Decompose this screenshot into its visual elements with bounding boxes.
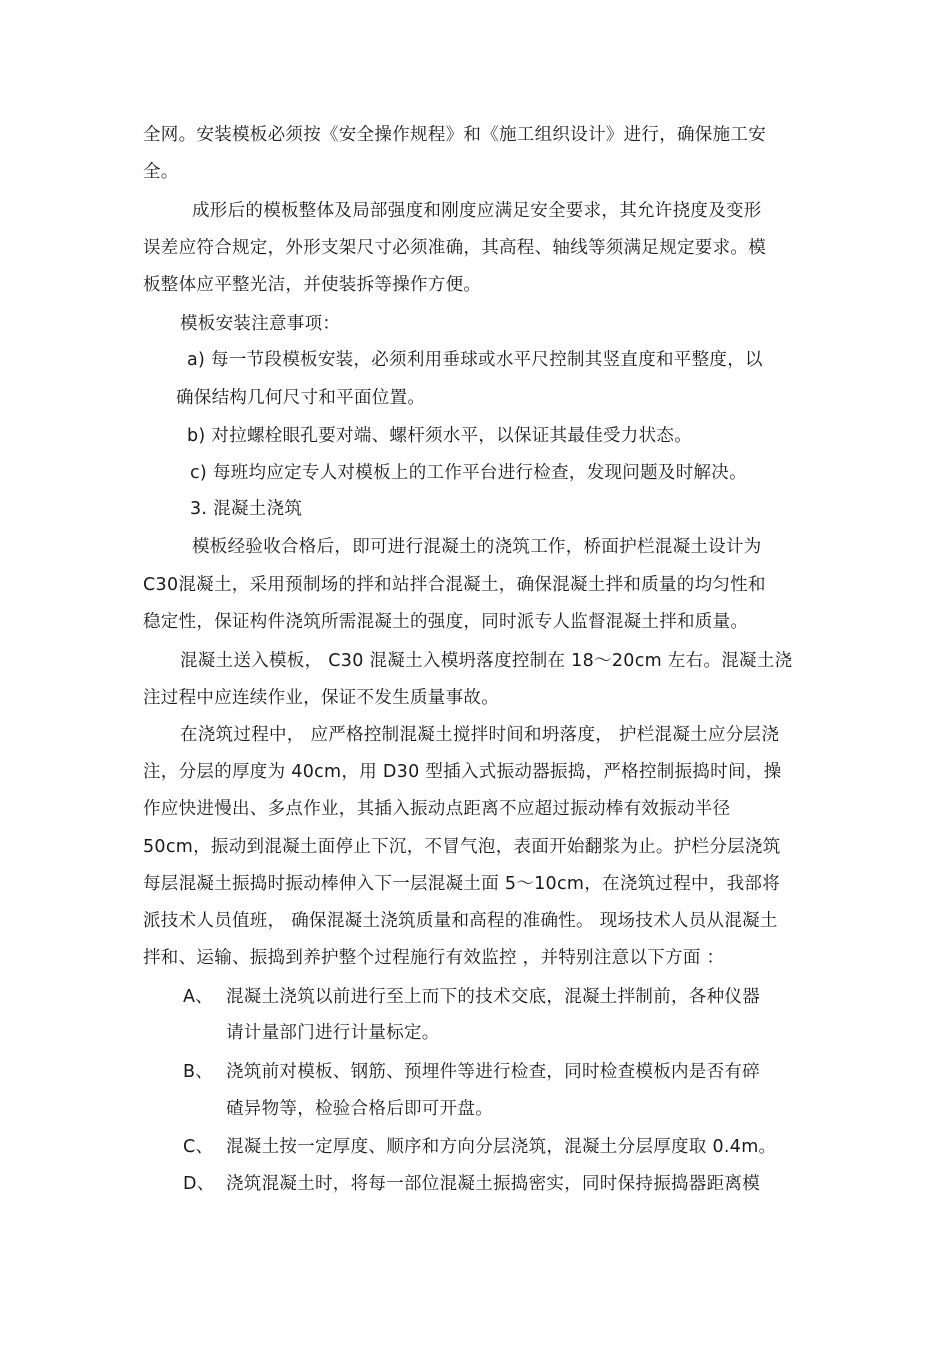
list-item-text: 混凝土浇筑以前进行至上而下的技术交底，混凝土拌制前，各种仪器	[226, 987, 760, 1007]
list-marker: A、	[183, 987, 214, 1007]
list-marker: D、	[183, 1174, 215, 1194]
text-line: 每层混凝土振捣时振动棒伸入下一层混凝土面 5～10cm，在浇筑过程中，我部将	[143, 874, 781, 894]
text-line: 拌和、运输、振捣到养护整个过程施行有效监控 ，并特别注意以下方面 ：	[143, 948, 725, 968]
paragraph-start: 成形后的模板整体及局部强度和刚度应满足安全要求，其允许挠度及变形	[192, 201, 762, 221]
list-item-text: 混凝土按一定厚度、顺序和方向分层浇筑，混凝土分层厚度取 0.4m。	[226, 1137, 777, 1157]
text-line: 确保结构几何尺寸和平面位置。	[176, 388, 426, 408]
text-line: 派技术人员值班， 确保混凝土浇筑质量和高程的准确性。 现场技术人员从混凝土	[143, 911, 778, 931]
list-marker: B、	[183, 1062, 214, 1082]
list-item: a) 每一节段模板安装，必须利用垂球或水平尺控制其竖直度和平整度，以	[187, 350, 763, 370]
text-line: 全。	[143, 162, 179, 182]
list-item-text: 浇筑混凝土时，将每一部位混凝土振捣密实，同时保持振捣器距离模	[226, 1174, 760, 1194]
text-line: 注过程中应连续作业，保证不发生质量事故。	[143, 688, 499, 708]
list-item-text: 浇筑前对模板、钢筋、预埋件等进行检查，同时检查模板内是否有碎	[226, 1062, 760, 1082]
text-line: 50cm，振动到混凝土面停止下沉，不冒气泡，表面开始翻浆为止。护栏分层浇筑	[143, 837, 781, 857]
section-heading: 3. 混凝土浇筑	[190, 499, 303, 519]
paragraph-start: 模板经验收合格后，即可进行混凝土的浇筑工作，桥面护栏混凝土设计为	[192, 537, 762, 557]
list-item-text: 碴异物等，检验合格后即可开盘。	[226, 1099, 493, 1119]
text-line: 误差应符合规定，外形支架尺寸必须准确，其高程、轴线等须满足规定要求。模	[143, 238, 766, 258]
list-marker: C、	[183, 1137, 214, 1157]
text-line: 注，分层的厚度为 40cm，用 D30 型插入式振动器振捣，严格控制振捣时间，操	[143, 762, 782, 782]
list-item: b) 对拉螺栓眼孔要对端、螺杆须水平，以保证其最佳受力状态。	[187, 426, 692, 446]
list-item-text: 请计量部门进行计量标定。	[226, 1023, 440, 1043]
paragraph-start: 在浇筑过程中， 应严格控制混凝土搅拌时间和坍落度， 护栏混凝土应分层浇	[180, 725, 780, 745]
text-line: C30混凝土，采用预制场的拌和站拌合混凝土，确保混凝土拌和质量的均匀性和	[143, 575, 766, 595]
list-item: c) 每班均应定专人对模板上的工作平台进行检查，发现问题及时解决。	[190, 463, 747, 483]
paragraph-start: 混凝土送入模板， C30 混凝土入模坍落度控制在 18～20cm 左右。混凝土浇	[180, 651, 793, 671]
text-line: 稳定性，保证构件浇筑所需混凝土的强度，同时派专人监督混凝土拌和质量。	[143, 612, 749, 632]
text-line: 全网。安装模板必须按《安全操作规程》和《施工组织设计》进行，确保施工安	[143, 125, 766, 145]
section-label: 模板安装注意事项：	[180, 314, 341, 334]
text-line: 作应快进慢出、多点作业，其插入振动点距离不应超过振动棒有效振动半径	[143, 799, 731, 819]
text-line: 板整体应平整光洁，并使装拆等操作方便。	[143, 275, 482, 295]
